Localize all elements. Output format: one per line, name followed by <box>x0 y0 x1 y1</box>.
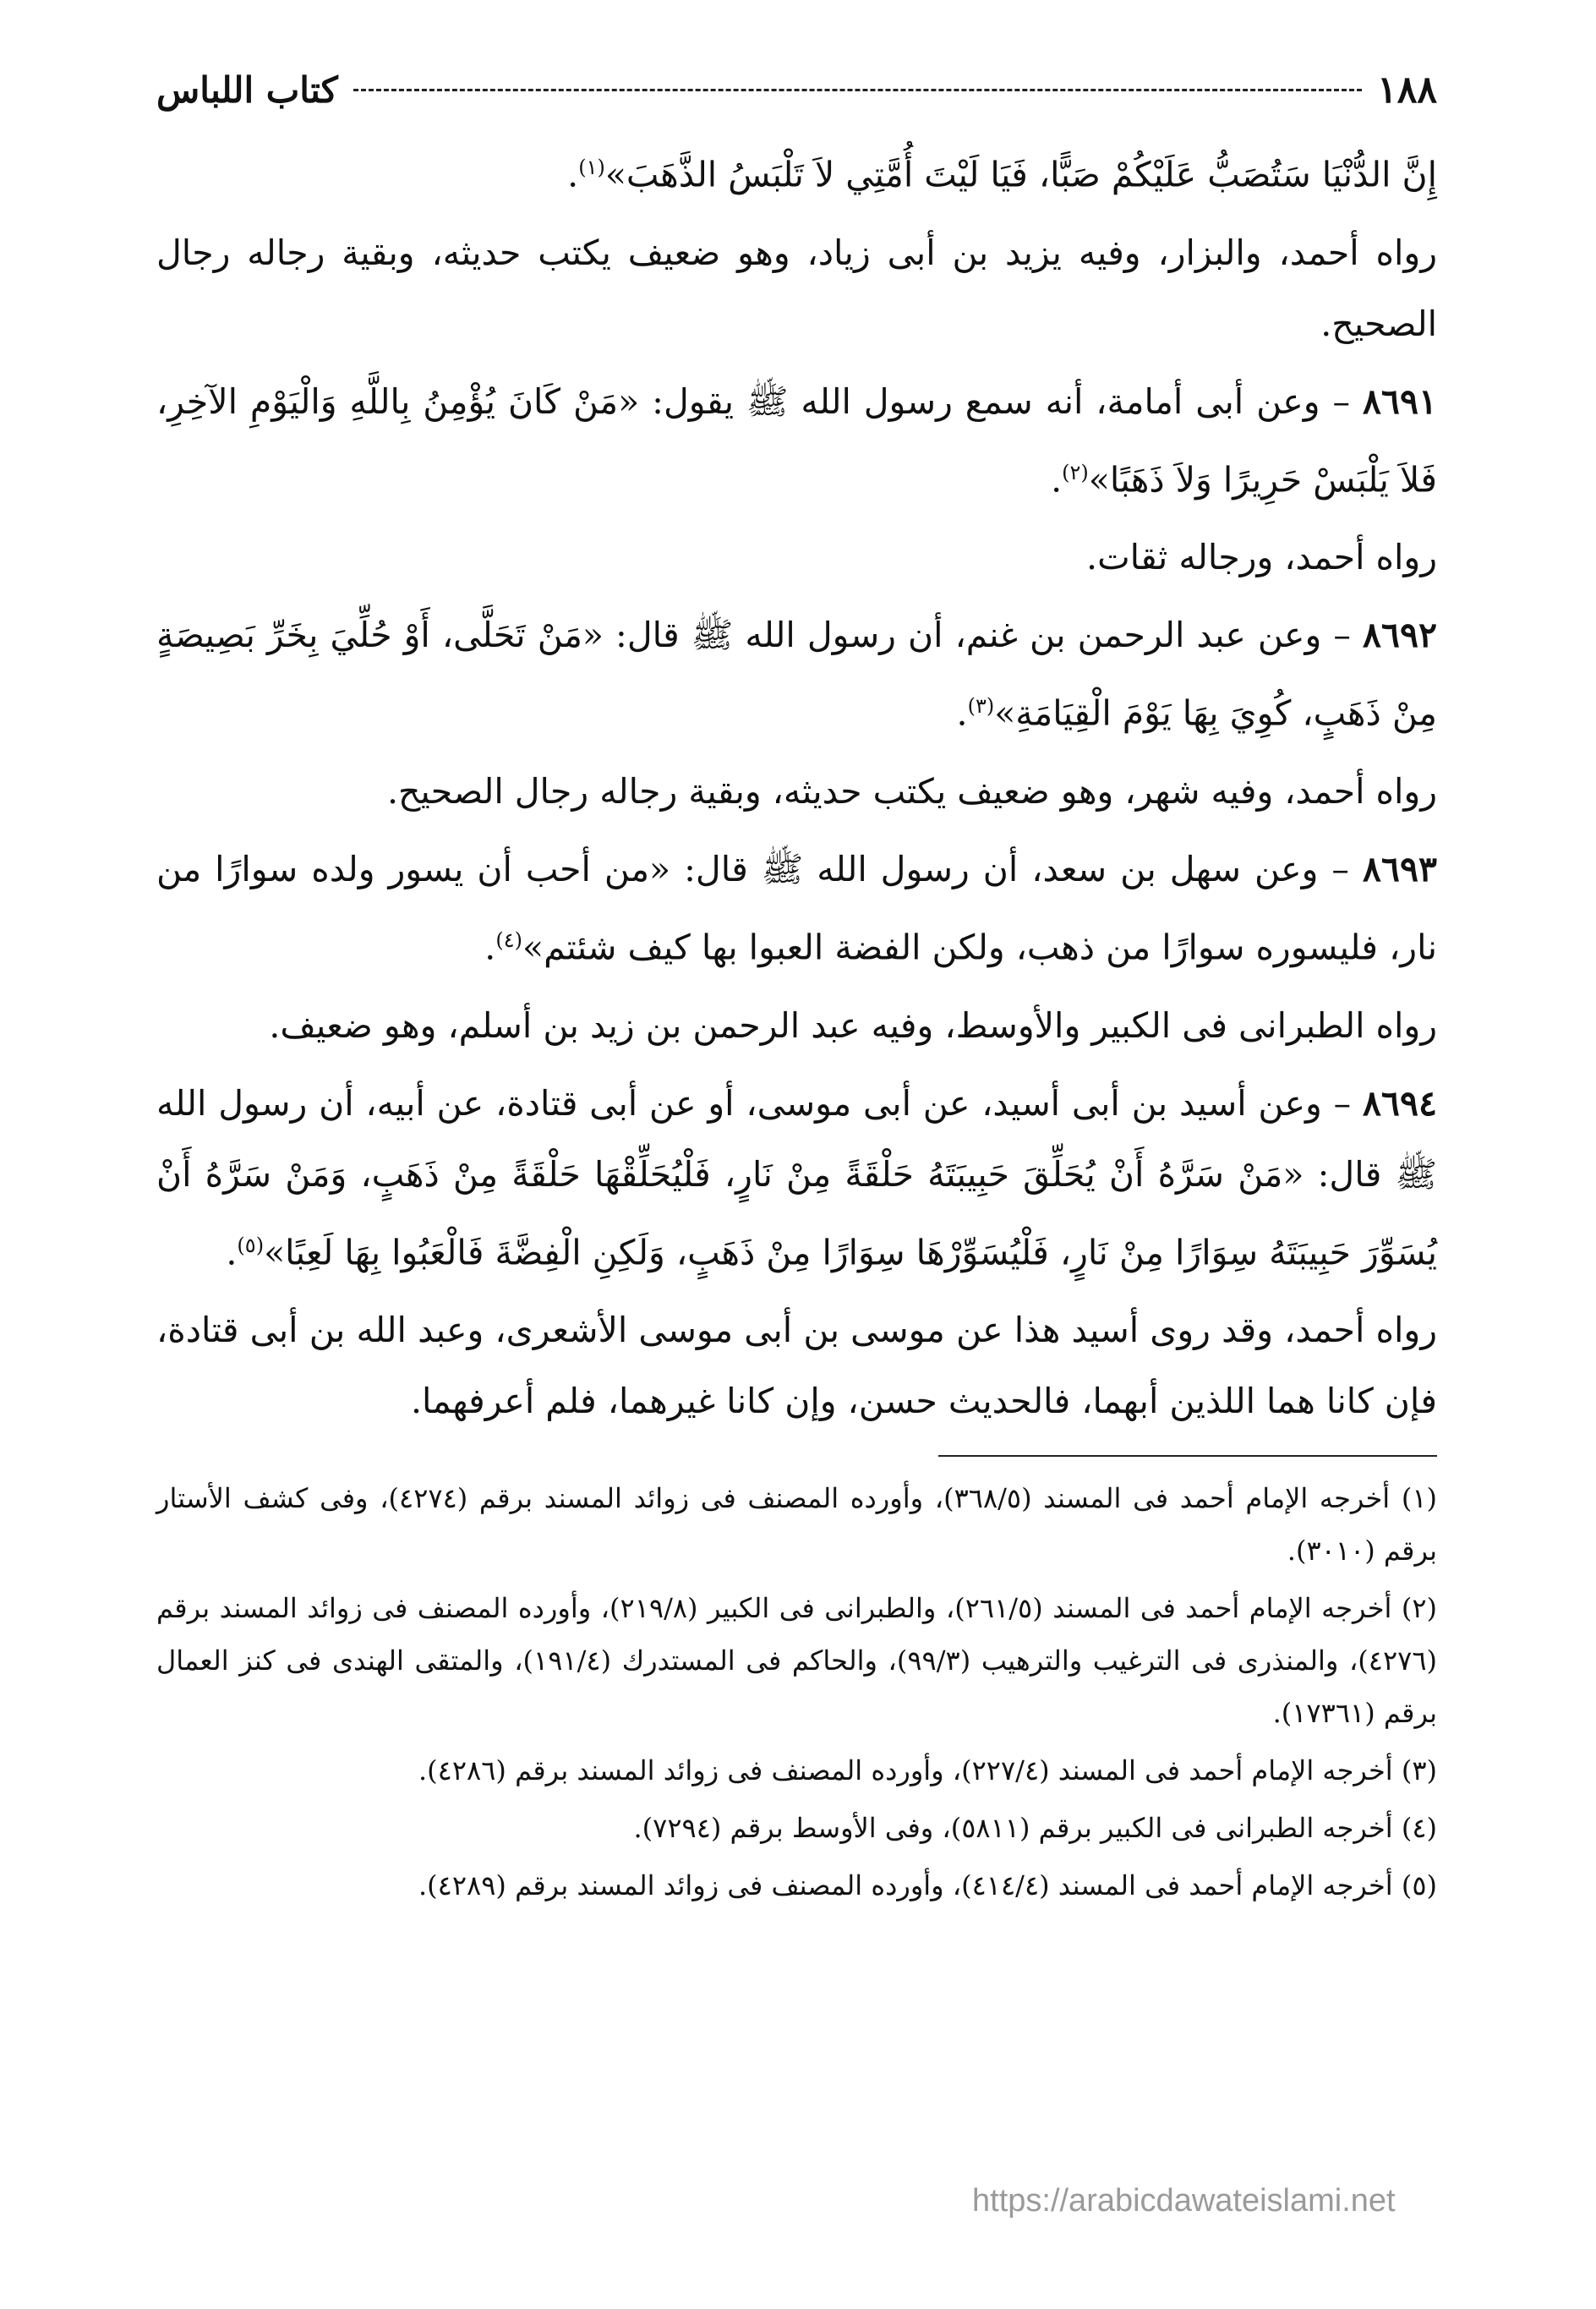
narration-note <box>156 1294 1437 1436</box>
paragraph <box>156 132 1437 211</box>
paragraph-end: . <box>567 154 579 195</box>
document-page <box>156 59 1437 2257</box>
footnote-divider <box>938 1455 1437 1457</box>
paragraph-text: إِنَّ الدُّنْيَا سَتُصَبُّ عَلَيْكُمْ صَبًّا، فَيَا لَيْتَ أُمَّتِي لاَ تَلْبَسُ الذَّهَبَ» <box>604 154 1437 195</box>
narration-note <box>156 756 1437 827</box>
footnote-ref: (٥) <box>237 1233 265 1257</box>
hadith-8692 <box>156 599 1437 749</box>
hadith-number: ٨٦٩٤ <box>1362 1082 1437 1124</box>
page-header <box>156 59 1437 120</box>
narration-note <box>156 990 1437 1061</box>
page-number: ١٨٨ <box>1377 68 1437 112</box>
narration-note <box>156 217 1437 359</box>
main-text <box>156 132 1437 1436</box>
paragraph-end: . <box>226 1232 238 1273</box>
footnote-ref: (١) <box>578 156 605 179</box>
paragraph-end: . <box>956 692 968 734</box>
watermark-url: https://arabicdawateislami.net <box>972 2183 1396 2219</box>
hadith-number: ٨٦٩١ <box>1362 380 1437 422</box>
header-divider <box>353 89 1362 91</box>
hadith-number: ٨٦٩٣ <box>1362 848 1437 889</box>
paragraph-text: – وعن عبد الرحمن بن غنم، أن رسول الله ﷺ قال: «مَنْ تَحَلَّى، أَوْ حُلِّيَ بِخَرِّ بَصِيصَةٍ مِنْ ذَهَبٍ، كُوِيَ بِهَا يَوْمَ الْقِيَامَةِ» <box>156 615 1437 734</box>
footnote-3: (٣) أخرجه الإمام أحمد فى المسند (٢٢٧/٤)، وأورده المصنف فى زوائد المسند برقم (٤٢٨٦). <box>418 1754 1437 1787</box>
footnote-ref: (٣) <box>967 694 995 719</box>
hadith-8691 <box>156 366 1437 516</box>
hadith-8693 <box>156 834 1437 983</box>
footnotes <box>156 1472 1437 1912</box>
paragraph-text: – وعن أسيد بن أبى أسيد، عن أبى موسى، أو عن أبى قتادة، عن أبيه، أن رسول الله ﷺ قال: «مَنْ سَرَّهُ أَنْ يُحَلِّقَ حَبِيبَتَهُ حَلْقَةً مِنْ نَارٍ، فَلْيُحَلِّقْهَا حَلْقَةً مِنْ ذَهَبٍ، وَمَنْ سَرَّهُ أَنْ يُسَوِّرَ حَبِيبَتَهُ سِوَارًا مِنْ نَارٍ، فَلْيُسَوِّرْهَا سِوَارًا مِنْ ذَهَبٍ، وَلَكِنِ الْفِضَّةَ فَالْعَبُوا بِهَا لَعِبًا» <box>156 1082 1437 1273</box>
paragraph-text: رواه الطبرانى فى الكبير والأوسط، وفيه عبد الرحمن بن زيد بن أسلم، وهو ضعيف. <box>269 1004 1437 1046</box>
narration-note <box>156 522 1437 593</box>
hadith-number: ٨٦٩٢ <box>1362 615 1437 656</box>
paragraph-text: رواه أحمد، وفيه شهر، وهو ضعيف يكتب حديثه، وبقية رجاله رجال الصحيح. <box>386 770 1437 812</box>
paragraph-end: . <box>1051 459 1063 501</box>
footnote-4: (٤) أخرجه الطبرانى فى الكبير برقم (٥٨١١)، وفى الأوسط برقم (٧٢٩٤). <box>633 1812 1437 1845</box>
paragraph-text: رواه أحمد، ورجاله ثقات. <box>1086 537 1437 578</box>
paragraph-text: – وعن أبى أمامة، أنه سمع رسول الله ﷺ يقول: «مَنْ كَانَ يُؤْمِنُ بِاللَّهِ وَالْيَوْمِ الآخِرِ، فَلاَ يَلْبَسْ حَرِيرًا وَلاَ ذَهَبًا» <box>156 380 1437 501</box>
footnote-5: (٥) أخرجه الإمام أحمد فى المسند (٤١٤/٤)، وأورده المصنف فى زوائد المسند برقم (٤٢٨٩). <box>418 1869 1437 1902</box>
footnote-ref: (٢) <box>1062 460 1089 484</box>
hadith-8694 <box>156 1068 1437 1289</box>
footnote-2: (٢) أخرجه الإمام أحمد فى المسند (٢٦١/٥)، والطبرانى فى الكبير (٢١٩/٨)، وأورده المصنف فى زوائد المسند برقم (٤٢٧٦)، والمنذرى فى الترغيب والترهيب (٩٩/٣)، والحاكم فى المستدرك (١٩١/٤)، والمتقى الهندى فى كنز العمال برقم (١٧٣٦١). <box>156 1592 1438 1730</box>
footnote-1: (١) أخرجه الإمام أحمد فى المسند (٣٦٨/٥)، وأورده المصنف فى زوائد المسند برقم (٤٢٧٤)، وفى كشف الأستار برقم (٣٠١٠). <box>156 1482 1438 1568</box>
paragraph-text: – وعن سهل بن سعد، أن رسول الله ﷺ قال: «من أحب أن يسور ولده سوارًا من نار، فليسوره سوارًا من ذهب، ولكن الفضة العبوا بها كيف شئتم» <box>156 848 1437 968</box>
footnote-ref: (٤) <box>495 927 522 952</box>
paragraph-text: رواه أحمد، وقد روى أسيد هذا عن موسى بن أبى موسى الأشعرى، وعبد الله بن أبى قتادة، فإن كانا هما اللذين أبهما، فالحديث حسن، وإن كانا غيرهما، فلم أعرفهما. <box>156 1310 1437 1422</box>
book-title: كتاب اللباس <box>156 68 338 111</box>
paragraph-end: . <box>484 927 496 968</box>
paragraph-text: رواه أحمد، والبزار، وفيه يزيد بن أبى زياد، وهو ضعيف يكتب حديثه، وبقية رجاله رجال الصحيح. <box>156 232 1437 344</box>
